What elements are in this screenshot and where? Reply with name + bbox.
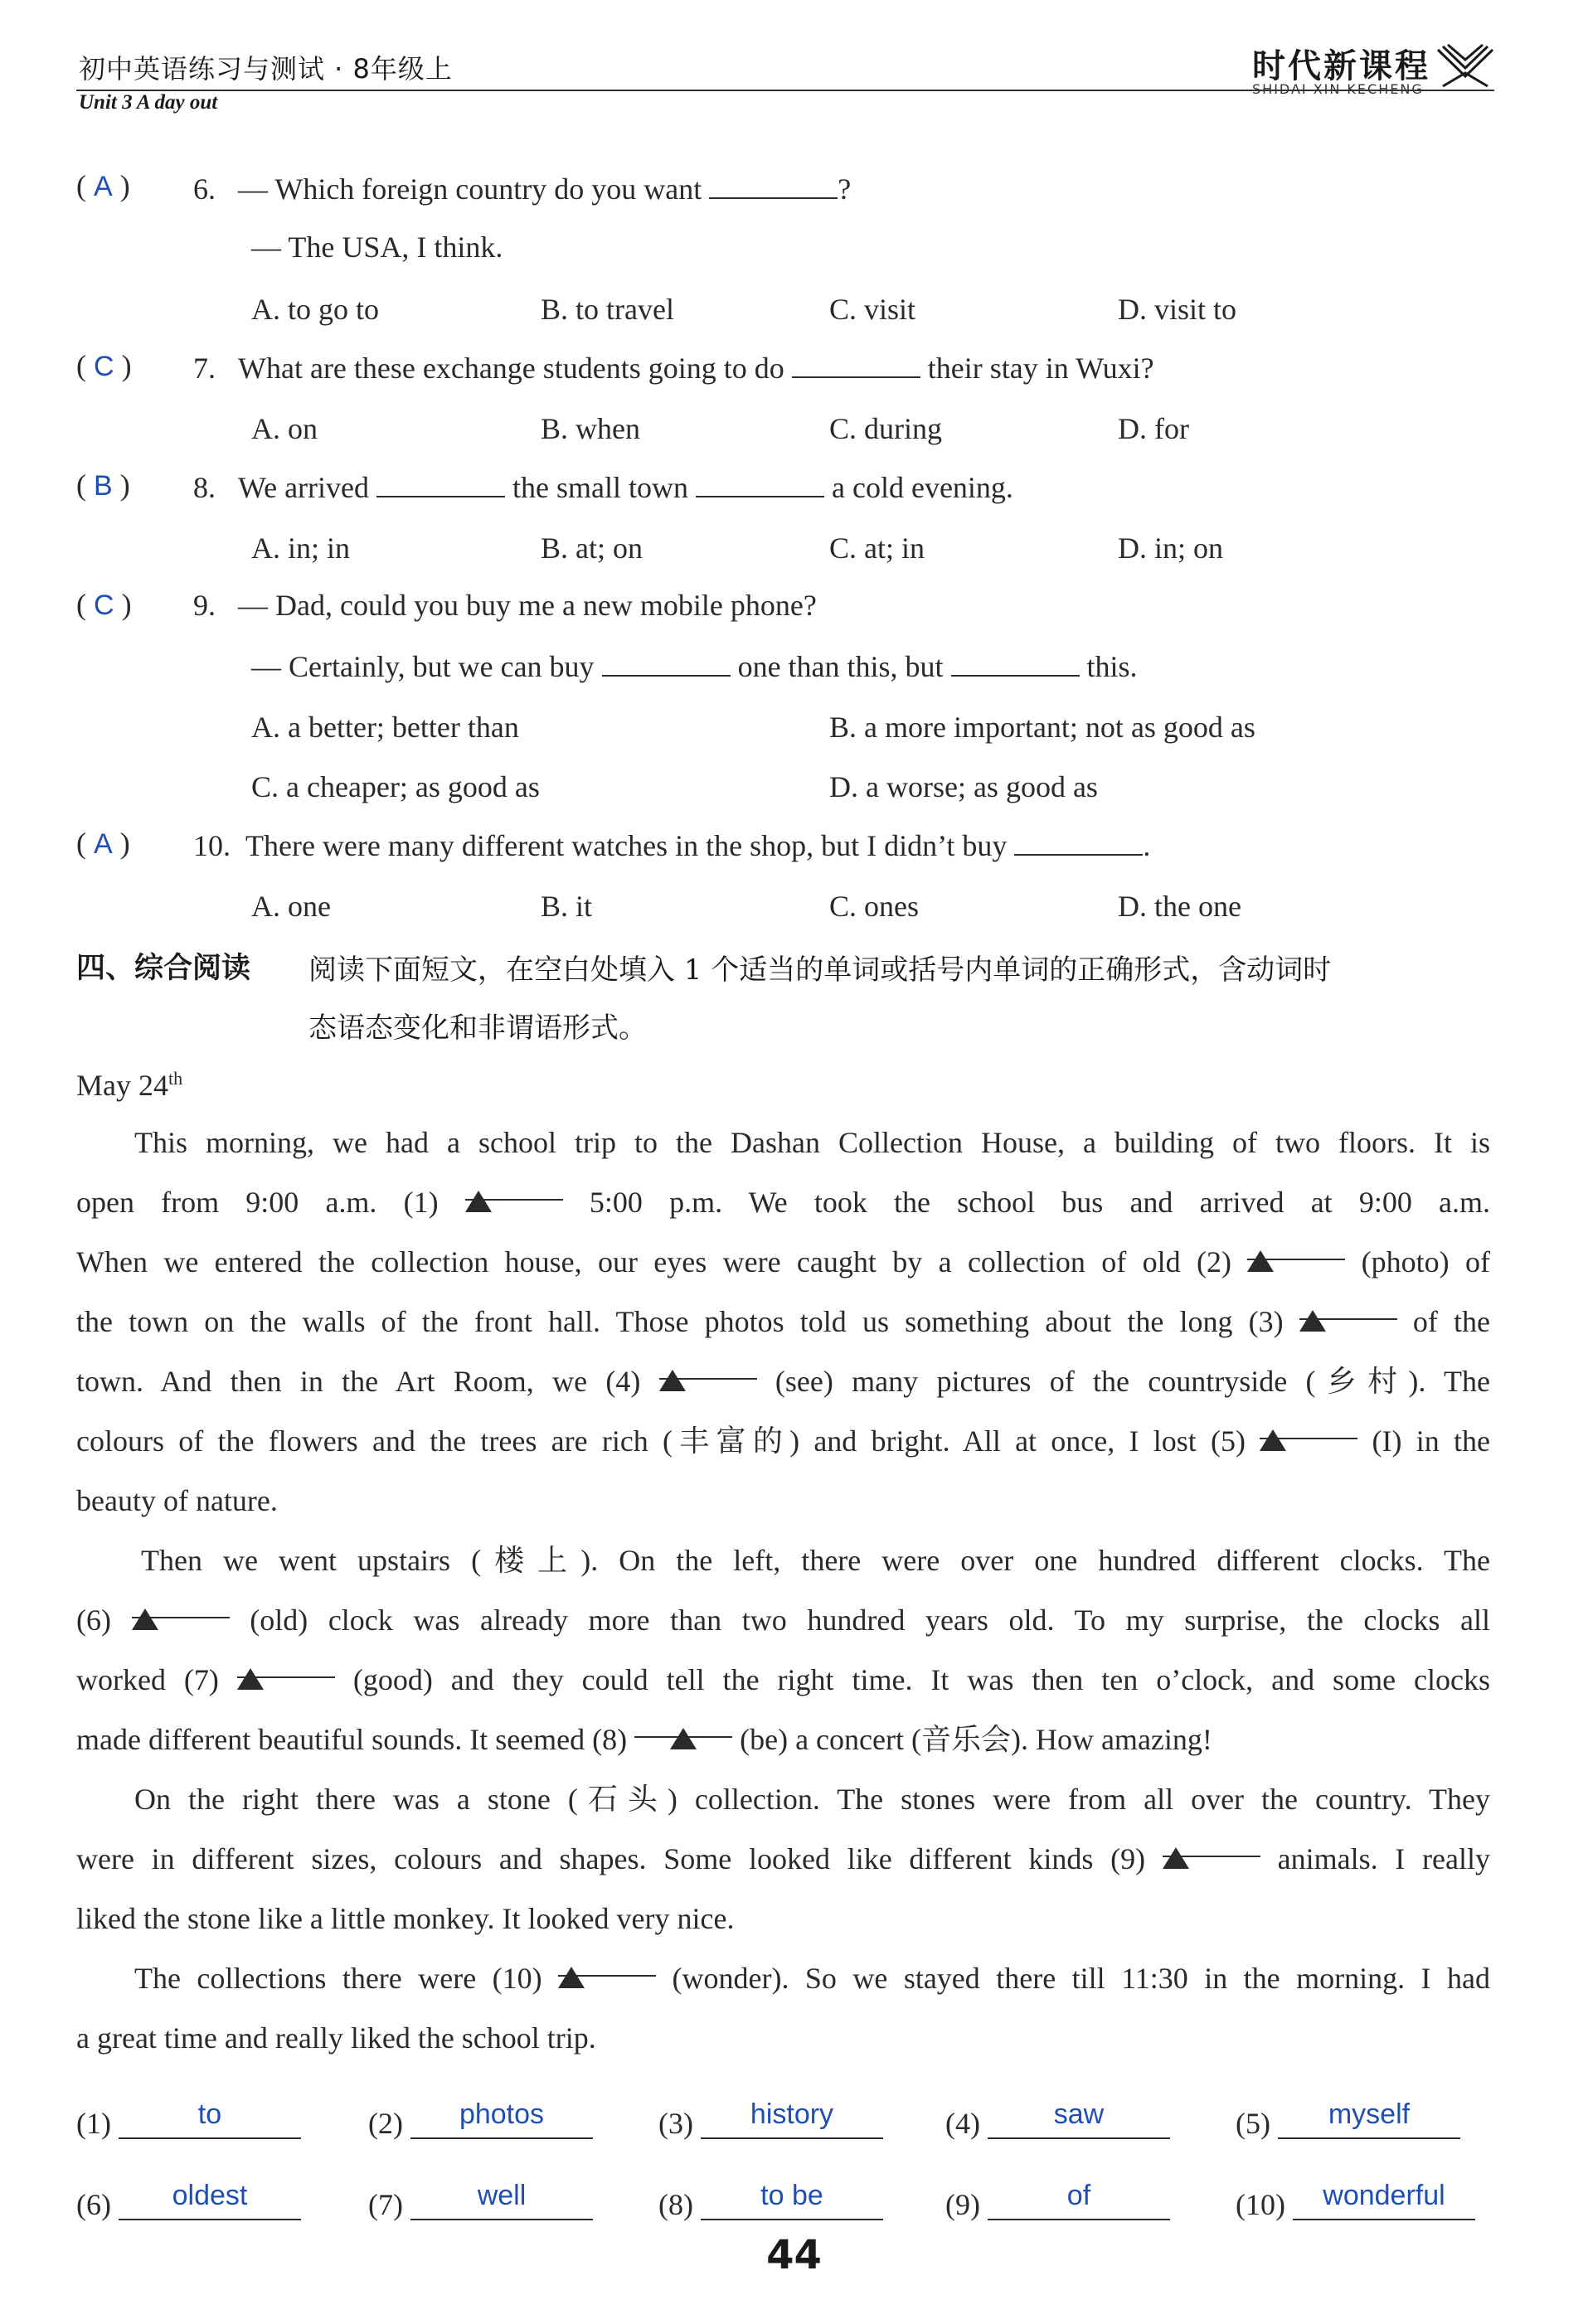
option: C. visit — [829, 293, 916, 326]
blank — [696, 471, 824, 497]
brand-logo-block — [1252, 40, 1501, 98]
option: A. on — [251, 412, 318, 445]
blank — [792, 352, 920, 378]
blank-2 — [1247, 1232, 1345, 1260]
option: B. to travel — [541, 293, 674, 326]
question-9-reply: — Certainly, but we can buy one than this, but this. — [251, 650, 1138, 683]
page-number: 44 — [766, 2232, 822, 2278]
answer-cell: (9) of — [945, 2187, 1170, 2222]
answer-cell: (5) myself — [1236, 2106, 1460, 2141]
blank-8 — [634, 1710, 732, 1738]
answer-cell: (7) well — [368, 2187, 593, 2222]
blank — [709, 172, 838, 199]
option: A. to go to — [251, 293, 380, 326]
answer-value: saw — [1053, 2098, 1105, 2130]
question-10-stem: 10. There were many different watches in the shop, but I didn’t buy . — [193, 829, 1151, 862]
passage-line: were in different sizes, colours and shapes. Some looked like different kinds (9) animals. I really — [76, 1829, 1490, 1889]
passage-line: This morning, we had a school trip to the Dashan Collection House, a building of two floors. It is — [134, 1126, 1490, 1159]
answer-bracket-9: ( C ) — [76, 588, 132, 621]
passage-paragraph-1 — [76, 1113, 1490, 2068]
passage-line: worked (7) (good) and they could tell the right time. It was then ten o’clock, and some clocks — [76, 1650, 1490, 1710]
section-instruction-1: 阅读下面短文，在空白处填入 1 个适当的单词或括号内单词的正确形式，含动词时 — [308, 953, 1332, 987]
option: D. for — [1118, 412, 1189, 445]
answer-cell: (4) saw — [945, 2106, 1170, 2141]
passage-line: beauty of nature. — [76, 1484, 278, 1517]
option: B. when — [541, 412, 640, 445]
passage-line: open from 9:00 a.m. (1) 5:00 p.m. We took the school bus and arrived at 9:00 a.m. — [76, 1172, 1490, 1232]
passage-line: a great time and really liked the school trip. — [76, 2021, 596, 2055]
option: D. in; on — [1118, 531, 1224, 565]
option: A. a better; better than — [251, 711, 519, 744]
answer-cell: (6) oldest — [76, 2187, 301, 2222]
answer-10: A — [94, 828, 113, 860]
answer-bracket-8: ( B ) — [76, 468, 130, 502]
option: D. visit to — [1118, 293, 1237, 326]
question-9-stem: 9. — Dad, could you buy me a new mobile phone? — [193, 589, 817, 622]
question-6-reply: — The USA, I think. — [251, 230, 503, 264]
passage-line: On the right there was a stone (石头) collection. The stones were from all over the country. They — [134, 1783, 1490, 1816]
answer-8: B — [94, 470, 113, 502]
blank-10 — [558, 1948, 656, 1977]
passage-line: The collections there were (10) (wonder). So we stayed there till 11:30 in the morning. I had — [76, 1948, 1490, 2008]
option: D. the one — [1118, 890, 1241, 923]
answer-bracket-7: ( C ) — [76, 349, 132, 382]
answer-cell: (2) photos — [368, 2106, 593, 2141]
blank-3 — [1299, 1292, 1397, 1320]
question-8-stem: 8. We arrived the small town a cold evening. — [193, 471, 1013, 504]
section-title: 四、综合阅读 — [76, 952, 251, 985]
answer-cell: (8) to be — [658, 2187, 883, 2222]
answer-value: to — [197, 2098, 222, 2130]
answer-value: well — [477, 2180, 527, 2211]
brand-emblem-icon — [1436, 43, 1494, 90]
passage-line: town. And then in the Art Room, we (4) (see) many pictures of the countryside (乡村). The — [76, 1351, 1490, 1411]
passage-line: (6) (old) clock was already more than two hundred years old. To my surprise, the clocks all — [76, 1590, 1490, 1650]
book-title: 初中英语练习与测试 · 8年级上 — [79, 53, 453, 85]
answer-value: of — [1066, 2180, 1091, 2211]
option: C. at; in — [829, 531, 925, 565]
answer-cell: (1) to — [76, 2106, 301, 2141]
option: C. ones — [829, 890, 919, 923]
blank-1 — [465, 1172, 563, 1201]
passage-line: made different beautiful sounds. It seemed (8) (be) a concert (音乐会). How amazing! — [76, 1710, 1490, 1769]
blank-9 — [1163, 1829, 1260, 1857]
option: A. in; in — [251, 531, 351, 565]
passage-line: When we entered the collection house, our eyes were caught by a collection of old (2) (photo) of — [76, 1232, 1490, 1292]
question-6-stem: 6. — Which foreign country do you want ? — [193, 172, 852, 206]
answer-6: A — [94, 171, 113, 202]
blank — [951, 650, 1080, 677]
answer-value: wonderful — [1323, 2180, 1445, 2211]
answer-key — [76, 2089, 1503, 2255]
option: B. it — [541, 890, 593, 923]
answer-7: C — [94, 351, 114, 382]
unit-title: Unit 3 A day out — [79, 91, 218, 114]
answer-value: myself — [1328, 2098, 1411, 2130]
answer-value: photos — [459, 2098, 545, 2130]
answer-bracket-10: ( A ) — [76, 827, 130, 860]
blank-7 — [237, 1650, 335, 1678]
passage-line: liked the stone like a little monkey. It looked very nice. — [76, 1902, 735, 1935]
brand-pinyin: SHIDAI XIN KECHENG — [1252, 81, 1424, 97]
blank — [376, 471, 505, 497]
option: C. a cheaper; as good as — [251, 770, 540, 803]
brand-name: 时代新课程 — [1252, 47, 1430, 85]
option: C. during — [829, 412, 943, 445]
answer-cell: (3) history — [658, 2106, 883, 2141]
blank-4 — [659, 1351, 757, 1380]
section-instruction-2: 态语态变化和非谓语形式。 — [308, 1012, 647, 1045]
answer-9: C — [94, 589, 114, 621]
passage-line: colours of the flowers and the trees are rich (丰富的) and bright. All at once, I lost (5) (I) in the — [76, 1411, 1490, 1471]
option: B. at; on — [541, 531, 643, 565]
passage-date: May 24th — [76, 1068, 183, 1102]
passage-line: Then we went upstairs (楼上). On the left, there were over one hundred different clocks. The — [141, 1544, 1490, 1577]
blank-5 — [1260, 1411, 1357, 1439]
answer-value: history — [750, 2098, 834, 2130]
blank-6 — [132, 1590, 230, 1618]
passage-line: the town on the walls of the front hall. Those photos told us something about the long (3) of the — [76, 1292, 1490, 1351]
question-7-stem: 7. What are these exchange students going to do their stay in Wuxi? — [193, 352, 1154, 385]
blank — [1014, 829, 1143, 856]
answer-bracket-6: ( A ) — [76, 169, 130, 202]
answer-value: to be — [760, 2180, 823, 2211]
option: D. a worse; as good as — [829, 770, 1098, 803]
blank — [602, 650, 731, 677]
option: A. one — [251, 890, 331, 923]
option: B. a more important; not as good as — [829, 711, 1255, 744]
answer-cell: (10) wonderful — [1236, 2187, 1475, 2222]
answer-value: oldest — [172, 2180, 248, 2211]
